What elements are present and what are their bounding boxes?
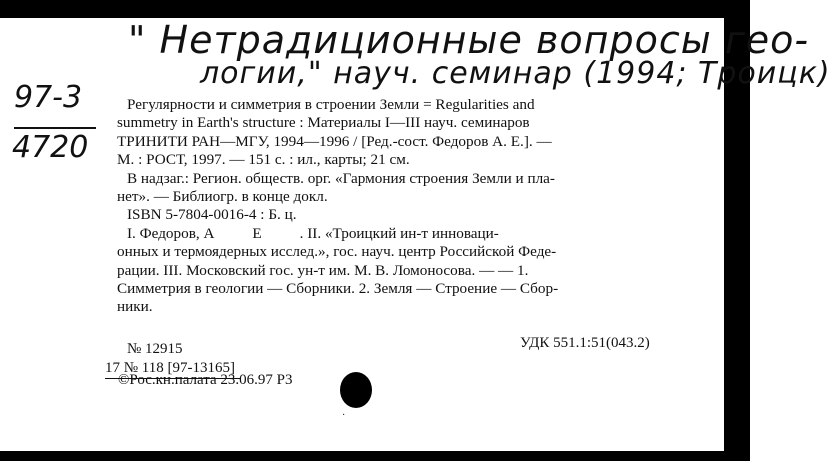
registration-line-text: 17 № 118 [97-13165]: [105, 359, 241, 379]
card-line: М. : РОСТ, 1997. — 151 с. : ил., карты; 21 см.: [117, 151, 410, 169]
card-line: нет». — Библиогр. в конце докл.: [117, 188, 328, 206]
handwritten-title-line-2: логии," науч. семинар (1994; Троицк): [200, 56, 831, 91]
card-line: В надзаг.: Регион. обществ. орг. «Гармония строения Земли и пла-: [127, 169, 555, 187]
udk-code: УДК 551.1:51(043.2): [520, 335, 650, 351]
card-line: Симметрия в геологии — Сборники. 2. Земля — Строение — Сбор-: [117, 280, 559, 298]
card-line: рации. III. Московский гос. ун-т им. М. В. Ломоносова. — — 1.: [117, 261, 529, 279]
card-line: I. Федоров, А Е . II. «Троицкий ин-т инноваци-: [127, 224, 499, 242]
catalog-card-body: [117, 96, 669, 317]
scan-speck: ·: [342, 410, 346, 421]
card-line: ТРИНИТИ РАН—МГУ, 1994—1996 / [Ред.-сост. Федоров А. Е.]. —: [117, 132, 552, 150]
call-number-divider: [14, 127, 96, 129]
card-line: summetry in Earth's structure : Материалы I—III науч. семинаров: [117, 114, 530, 132]
record-number: № 12915: [127, 341, 183, 357]
handwritten-title-line-1: " Нетрадиционные вопросы гео-: [128, 18, 810, 62]
chamber-stamp: ©Рос.кн.палата 23.06.97 P3: [118, 372, 293, 388]
punch-hole: [340, 372, 372, 408]
scan-border-bottom: [0, 451, 750, 461]
card-line: Регулярности и симметрия в строении Земли = Regularities and: [127, 96, 535, 113]
card-line: онных и термоядерных исслед.», гос. науч. центр Российской Феде-: [117, 243, 557, 261]
scan-border-top: [0, 0, 750, 18]
card-line: ISBN 5-7804-0016-4 : Б. ц.: [127, 206, 297, 224]
call-number-top: 97-3: [14, 80, 83, 115]
call-number-bottom: 4720: [12, 130, 89, 165]
card-line: ники.: [117, 298, 153, 316]
